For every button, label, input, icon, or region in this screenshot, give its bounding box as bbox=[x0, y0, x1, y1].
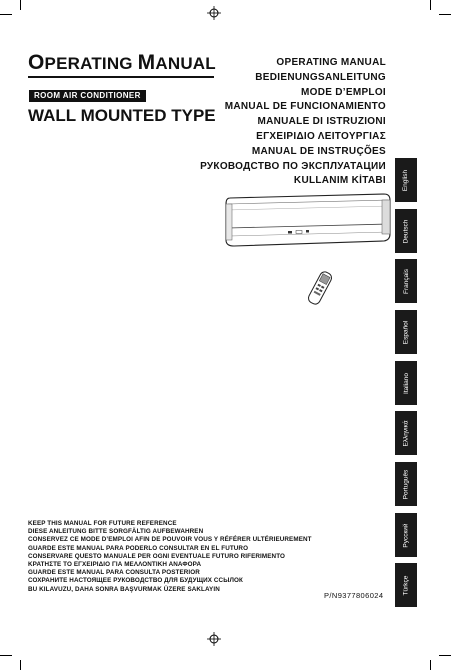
language-tab-russian[interactable]: Русский bbox=[395, 513, 417, 557]
manual-title-tr: KULLANIM KİTABI bbox=[293, 175, 386, 187]
manual-title-ru: РУКОВОДСТВО ПО ЭКСПЛУАТАЦИИ bbox=[200, 160, 386, 172]
keep-notice-fr: CONSERVEZ CE MODE D’EMPLOI AFIN DE POUVOIR VOUS Y RÉFÉRER ULTÉRIEUREMENT bbox=[28, 536, 312, 544]
language-tab-espanol[interactable]: Español bbox=[395, 310, 417, 354]
indoor-unit-illustration bbox=[222, 190, 392, 250]
keep-notice-de: DIESE ANLEITUNG BITTE SORGFÄLTIG AUFBEWAHREN bbox=[28, 528, 204, 536]
manual-titles-list bbox=[200, 56, 386, 189]
crop-mark bbox=[430, 660, 431, 670]
category-badge: ROOM AIR CONDITIONER bbox=[29, 90, 146, 102]
manual-title-de: BEDIENUNGSANLEITUNG bbox=[255, 71, 386, 83]
crop-mark bbox=[439, 655, 451, 656]
remote-control-illustration bbox=[300, 268, 340, 308]
keep-notice-en: KEEP THIS MANUAL FOR FUTURE REFERENCE bbox=[28, 520, 177, 527]
keep-notice-pt: GUARDE ESTE MANUAL PARA CONSULTA POSTERIOR bbox=[28, 569, 200, 577]
language-tab-italiano[interactable]: Italiano bbox=[395, 361, 417, 405]
crop-mark bbox=[0, 14, 12, 15]
language-tab-portugues[interactable]: Português bbox=[395, 462, 417, 506]
registration-mark-icon bbox=[207, 632, 221, 646]
manual-title-it: MANUALE DI ISTRUZIONI bbox=[257, 116, 386, 128]
crop-mark bbox=[20, 0, 21, 10]
keep-notice-tr: BU KILAVUZU, DAHA SONRA BAŞVURMAK ÜZERE SAKLAYIN bbox=[28, 585, 220, 593]
registration-mark-icon bbox=[207, 6, 221, 20]
crop-mark bbox=[439, 14, 451, 15]
keep-notice-ru: СОХРАНИТЕ НАСТОЯЩЕЕ РУКОВОДСТВО ДЛЯ БУДУЩИХ ССЫЛОК bbox=[28, 577, 243, 585]
product-type: WALL MOUNTED TYPE bbox=[28, 106, 216, 125]
manual-title-pt: MANUAL DE INSTRUÇÕES bbox=[251, 145, 386, 157]
manual-title-el: ΕΓΧΕΙΡΙΔΙΟ ΛΕΙΤΟΥΡΓΙΑΣ bbox=[256, 130, 386, 142]
keep-notice-el: ΚΡΑΤΗΣΤΕ ΤΟ ΕΓΧΕΙΡΙΔΙΟ ΓΙΑ ΜΕΛΛΟΝΤΙΚΗ ΑΝΑΦΟΡΑ bbox=[28, 561, 202, 569]
manual-title-en: OPERATING MANUAL bbox=[276, 57, 386, 68]
language-tab-english[interactable]: English bbox=[395, 158, 417, 202]
title-underline bbox=[28, 76, 214, 78]
crop-mark bbox=[20, 660, 21, 670]
manual-title-es: MANUAL DE FUNCIONAMIENTO bbox=[224, 101, 386, 113]
language-tab-greek[interactable]: Ελληνικά bbox=[395, 411, 417, 455]
crop-mark bbox=[0, 655, 12, 656]
keep-manual-notices bbox=[28, 520, 312, 594]
language-tab-francais[interactable]: Français bbox=[395, 259, 417, 303]
language-tab-deutsch[interactable]: Deutsch bbox=[395, 209, 417, 253]
crop-mark bbox=[430, 0, 431, 10]
part-number: P/N9377806024 bbox=[324, 591, 384, 600]
main-title: OPERATING MANUAL bbox=[28, 51, 216, 74]
manual-title-fr: MODE D’EMPLOI bbox=[300, 86, 386, 98]
keep-notice-it: CONSERVARE QUESTO MANUALE PER OGNI EVENTUALE FUTURO RIFERIMENTO bbox=[28, 552, 286, 560]
language-tab-turkce[interactable]: Türkçe bbox=[395, 563, 417, 607]
keep-notice-es: GUARDE ESTE MANUAL PARA PODERLO CONSULTAR EN EL FUTURO bbox=[28, 544, 249, 552]
